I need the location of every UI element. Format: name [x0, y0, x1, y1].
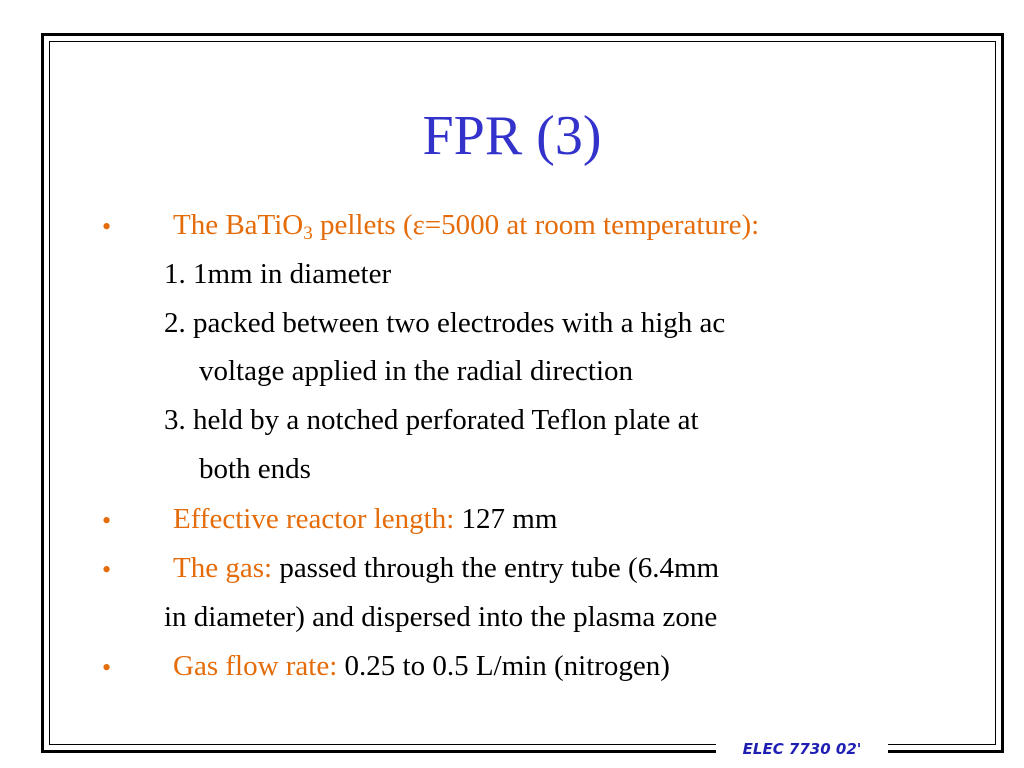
list-item-3b: both ends	[199, 453, 311, 485]
bullet-4-text	[173, 652, 670, 681]
bullet-3-text	[173, 554, 719, 583]
bullet-3-continuation: in diameter) and dispersed into the plasma zone	[164, 601, 718, 633]
bullet-1-text	[173, 211, 759, 243]
list-item-2b: voltage applied in the radial direction	[199, 355, 634, 387]
list-item-3a: 3. held by a notched perforated Teflon plate at	[164, 404, 699, 436]
slide-title: FPR (3)	[422, 105, 602, 167]
bullet-2-value: 127 mm	[454, 503, 558, 535]
bullet-2-marker: •	[102, 506, 112, 535]
bullet-3-marker: •	[102, 555, 112, 584]
bullet-1-label-pre: The BaTiO	[173, 209, 304, 241]
bullet-1-label-post: pellets (ε=5000 at room temperature):	[312, 209, 760, 241]
footer-course-label: ELEC 7730 02'	[742, 740, 862, 758]
bullet-4-marker: •	[102, 653, 112, 682]
bullet-3-label: The gas:	[173, 552, 273, 584]
bullet-3-value: passed through the entry tube (6.4mm	[272, 552, 720, 584]
bullet-1-marker: •	[102, 212, 112, 241]
bullet-2-text	[173, 505, 557, 534]
list-item-1: 1. 1mm in diameter	[164, 258, 392, 290]
list-item-2a: 2. packed between two electrodes with a high ac	[164, 307, 726, 339]
bullet-4-label: Gas flow rate:	[173, 650, 338, 682]
bullet-2-label: Effective reactor length:	[173, 503, 455, 535]
bullet-4-value: 0.25 to 0.5 L/min (nitrogen)	[337, 650, 670, 682]
bullet-1-label-subscript: 3	[303, 223, 313, 244]
